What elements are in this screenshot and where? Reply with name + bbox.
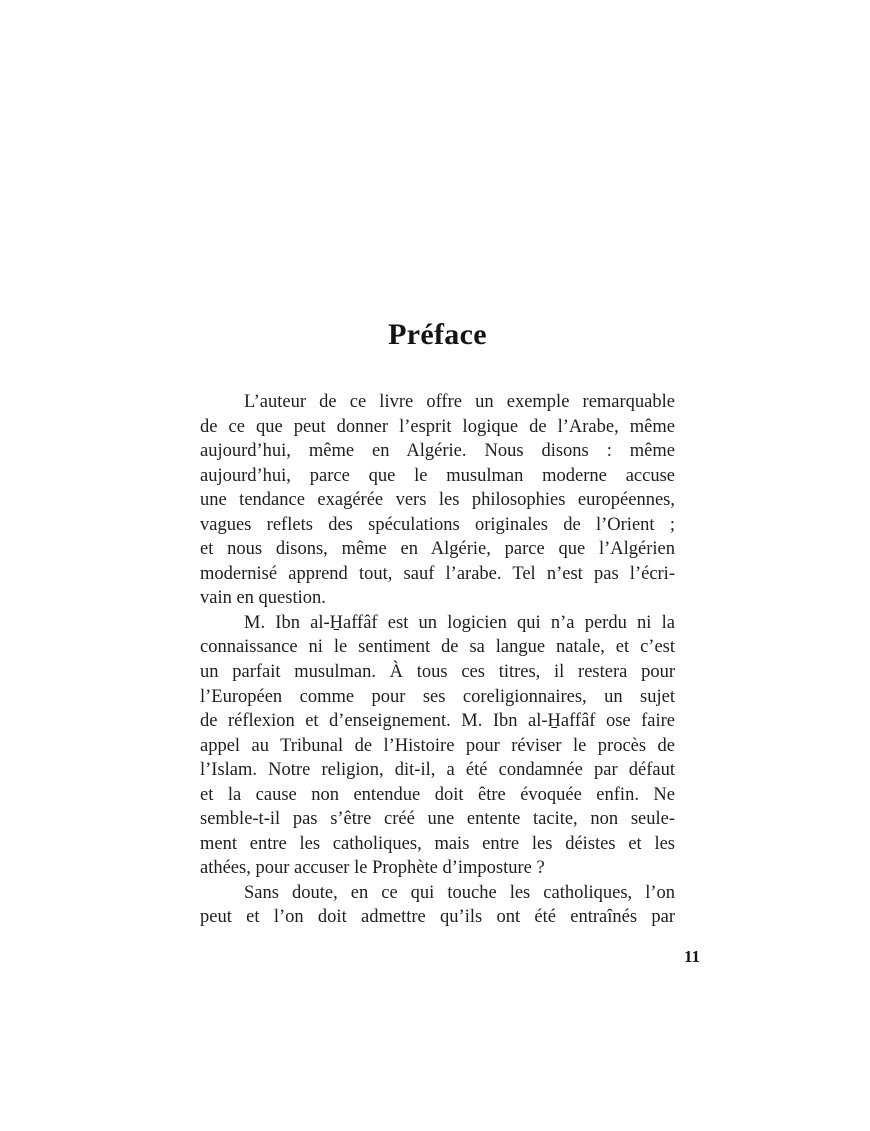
text-line: de réflexion et d’enseignement. M. Ibn al-H̱affâf ose faire <box>200 711 675 732</box>
page-number: 11 <box>683 947 700 966</box>
text-line: aujourd’hui, même en Algérie. Nous disons : même <box>200 441 675 462</box>
body-text <box>200 390 675 930</box>
chapter-heading: Préface <box>388 318 487 351</box>
text-line: l’Européen comme pour ses coreligionnaires, un sujet <box>200 686 675 707</box>
text-line: ment entre les catholiques, mais entre les déistes et les <box>200 833 675 854</box>
text-line: peut et l’on doit admettre qu’ils ont été entraînés par <box>200 907 675 928</box>
text-line: connaissance ni le sentiment de sa langue natale, et c’est <box>200 637 675 658</box>
text-line: et nous disons, même en Algérie, parce que l’Algérien <box>200 539 675 560</box>
text-line: de ce que peut donner l’esprit logique de l’Arabe, même <box>200 416 675 437</box>
text-line: et la cause non entendue doit être évoquée enfin. Ne <box>200 784 675 805</box>
text-line: vagues reflets des spéculations originales de l’Orient ; <box>200 514 675 535</box>
text-line: athées, pour accuser le Prophète d’imposture ? <box>200 858 545 879</box>
text-line: semble-t-il pas s’être créé une entente tacite, non seule- <box>200 809 675 830</box>
text-line: M. Ibn al-H̱affâf est un logicien qui n’a perdu ni la <box>244 612 675 633</box>
text-line: aujourd’hui, parce que le musulman moderne accuse <box>200 465 675 486</box>
text-line: un parfait musulman. À tous ces titres, il restera pour <box>200 662 675 683</box>
text-line: modernisé apprend tout, sauf l’arabe. Tel n’est pas l’écri- <box>200 563 675 584</box>
text-line: Sans doute, en ce qui touche les catholiques, l’on <box>244 882 675 903</box>
text-line: L’auteur de ce livre offre un exemple remarquable <box>244 392 675 412</box>
text-line: vain en question. <box>200 588 326 609</box>
text-line: l’Islam. Notre religion, dit-il, a été condamnée par défaut <box>200 760 675 781</box>
text-line: appel au Tribunal de l’Histoire pour réviser le procès de <box>200 735 675 756</box>
text-line: une tendance exagérée vers les philosophies européennes, <box>200 490 675 511</box>
